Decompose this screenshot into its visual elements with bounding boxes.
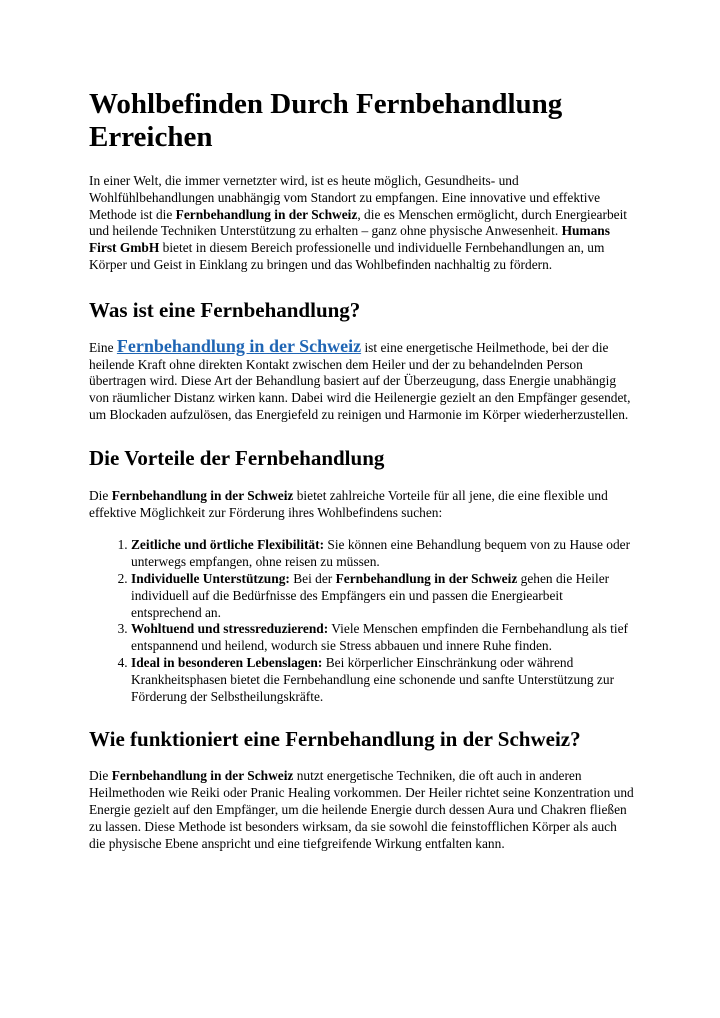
list-item	[131, 655, 634, 705]
intro-bold-service: Fernbehandlung in der Schweiz	[175, 206, 358, 222]
intro-text-2: , die es Menschen ermöglicht, durch Energiearbeit und heilende Techniken Unterstützung zu erhalten – ganz ohne physische Anwesenheit.	[89, 206, 628, 239]
benefits-bold-service: Fernbehandlung in der Schweiz	[111, 487, 294, 503]
intro-bold-company: Humans First GmbH	[89, 223, 610, 256]
list-item-text: Bei körperlicher Einschränkung oder während Krankheitsphasen bietet die Fernbehandlung eine schonende und sanfte Unterstützung zur Förderung der Selbstheilungskräfte.	[131, 654, 615, 704]
benefits-text-2: bietet zahlreiche Vorteile für all jene, die eine flexible und effektive Möglichkeit zur Förderung ihres Wohlbefindens suchen:	[89, 487, 608, 520]
list-item-text: Viele Menschen empfinden die Fernbehandlung als tief entspannend und heilend, wodurch sie Stress abbauen und innere Ruhe finden.	[131, 621, 628, 654]
section-heading-what: Was ist eine Fernbehandlung?	[89, 297, 361, 322]
how-text-1: Die	[89, 768, 112, 784]
section-heading-how: Wie funktioniert eine Fernbehandlung in der Schweiz?	[89, 727, 581, 752]
intro-text-1: In einer Welt, die immer vernetzter wird, ist es heute möglich, Gesundheits- und Wohlfühlbehandlungen unabhängig vom Standort zu empfangen. Eine innovative und effektive Methode ist die	[89, 173, 601, 222]
benefits-list	[89, 537, 634, 705]
list-item	[131, 621, 634, 655]
list-item-text: Bei der	[289, 570, 336, 586]
benefits-paragraph	[89, 488, 634, 522]
section-heading-benefits: Die Vorteile der Fernbehandlung	[89, 445, 385, 470]
what-text-1: Eine	[89, 339, 117, 355]
list-item-label: Individuelle Unterstützung:	[131, 570, 290, 586]
page-title: Wohlbefinden Durch Fernbehandlung Erreichen	[89, 88, 563, 153]
list-item-label: Ideal in besonderen Lebenslagen:	[131, 654, 323, 670]
list-item	[131, 571, 634, 621]
benefits-text-1: Die	[89, 487, 112, 503]
intro-text-3: bietet in diesem Bereich professionelle und individuelle Fernbehandlungen an, um Körper und Geist in Einklang zu bringen und das Wohlbefinden nachhaltig zu fördern.	[89, 240, 605, 272]
how-paragraph	[89, 768, 634, 852]
list-item	[131, 537, 634, 571]
fernbehandlung-link[interactable]: Fernbehandlung in der Schweiz	[116, 335, 362, 356]
list-item-text: Sie können eine Behandlung bequem von zu Hause oder unterwegs empfangen, ohne reisen zu müssen.	[131, 537, 631, 570]
what-text-2: ist eine energetische Heilmethode, bei der die heilende Kraft ohne direkten Kontakt zwischen dem Heiler und der zu behandelnden Person übertragen wird. Diese Art der Behandlung basiert auf der Überzeugung, dass Energie unabhängig von räumlicher Distanz wirken kann. Dabei wird die Heilenergie gezielt an den Empfänger gesendet, um Blockaden aufzulösen, das Energiefeld zu reinigen und Harmonie im Körper wiederherzustellen.	[89, 339, 631, 422]
document-page	[89, 88, 634, 852]
list-item-label: Wohltuend und stressreduzierend:	[131, 621, 329, 637]
intro-paragraph	[89, 173, 634, 274]
what-paragraph	[89, 335, 634, 424]
list-item-label: Zeitliche und örtliche Flexibilität:	[131, 537, 325, 553]
how-text-2: nutzt energetische Techniken, die oft auch in anderen Heilmethoden wie Reiki oder Pranic Healing vorkommen. Der Heiler richtet seine Konzentration und Energie gezielt auf den Empfänger, um die heilende Energie durch dessen Aura und Chakren fließen zu lassen. Diese Methode ist besonders wirksam, da sie sowohl die feinstofflichen Körper als auch die physische Ebene anspricht und eine tiefgreifende Wirkung entfalten kann.	[89, 768, 634, 851]
how-bold-service: Fernbehandlung in der Schweiz	[111, 768, 294, 784]
list-item-text: gehen die Heiler individuell auf die Bedürfnisse des Empfängers ein und passen die Energiearbeit entsprechend an.	[131, 570, 610, 620]
list-item-bold-service: Fernbehandlung in der Schweiz	[335, 570, 518, 586]
